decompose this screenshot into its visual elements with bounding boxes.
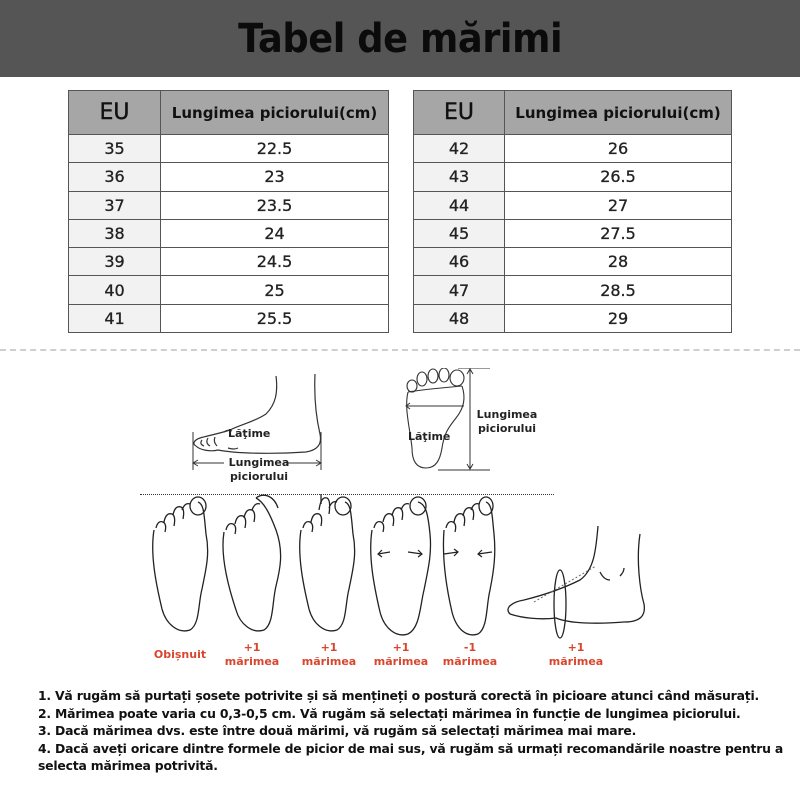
note-2: 2. Mărimea poate varia cu 0,3-0,5 cm. Vă rugăm să selectați mărimea în funcție de lungimea piciorului. — [38, 705, 741, 721]
foot-shape-label-line2: mărimea — [548, 655, 604, 668]
page-title: Tabel de mărimi — [237, 15, 563, 62]
foot-shape-label-high-instep — [544, 641, 608, 669]
table-row — [69, 304, 389, 332]
foot-length-cell: 27 — [505, 191, 732, 219]
foot-shape-label-line1: +1 — [567, 641, 585, 654]
foot-shape-label-line2: mărimea — [301, 655, 357, 668]
foot-shape-high-instep-icon — [500, 520, 650, 640]
table-row — [69, 163, 389, 191]
foot-length-cell: 24.5 — [161, 248, 389, 276]
foot-length-cell: 25.5 — [161, 304, 389, 332]
table-row — [69, 276, 389, 304]
foot-length-cell: 25 — [161, 276, 389, 304]
foot-length-cell: 23.5 — [161, 191, 389, 219]
eu-size-cell: 37 — [69, 191, 161, 219]
table-header-row — [414, 91, 732, 135]
eu-size-cell: 46 — [414, 248, 505, 276]
eu-size-cell: 44 — [414, 191, 505, 219]
foot-shape-label-long-toe — [297, 641, 361, 669]
note-3: 3. Dacă mărimea dvs. este între două mărimi, vă rugăm să selectați mărimea mai mare. — [38, 723, 637, 738]
eu-size-cell: 45 — [414, 219, 505, 247]
table-row — [69, 219, 389, 247]
sole-view-length-label-line1: Lungimea — [476, 408, 538, 421]
side-view-width-label: Lăţime — [228, 427, 271, 440]
size-table-left — [68, 90, 389, 333]
foot-length-cell: 29 — [505, 304, 732, 332]
table-header-row — [69, 91, 389, 135]
foot-shape-narrow-icon — [438, 494, 504, 638]
foot-shape-label-line2: mărimea — [373, 655, 429, 668]
foot-shape-normal-icon — [148, 494, 214, 634]
foot-shape-label-line1: +1 — [320, 641, 338, 654]
table-row — [414, 191, 732, 219]
note-1: 1. Vă rugăm să purtați șosete potrivite și să mențineți o postură corectă în picioare atunci când măsurați. — [38, 688, 760, 703]
size-table-right — [413, 90, 732, 333]
foot-length-cell: 23 — [161, 163, 389, 191]
column-header-length: Lungimea piciorului(cm) — [505, 91, 732, 135]
foot-length-cell: 26.5 — [505, 163, 732, 191]
table-row — [414, 276, 732, 304]
foot-length-cell: 24 — [161, 219, 389, 247]
eu-size-cell: 48 — [414, 304, 505, 332]
foot-shape-label-line1: +1 — [392, 641, 410, 654]
foot-shape-label-line1: -1 — [463, 641, 477, 654]
foot-shape-label-narrow — [438, 641, 502, 669]
title-bar — [0, 0, 800, 77]
foot-shape-wide-icon — [368, 494, 434, 638]
eu-size-cell: 41 — [69, 304, 161, 332]
table-row — [414, 135, 732, 163]
sole-view-length-label-line2: piciorului — [477, 422, 537, 435]
foot-shape-label-line2: mărimea — [224, 655, 280, 668]
foot-shape-label-line1: +1 — [243, 641, 261, 654]
foot-shape-label-bunion — [220, 641, 284, 669]
foot-shape-label-normal — [148, 648, 212, 662]
eu-size-cell: 47 — [414, 276, 505, 304]
table-row — [69, 191, 389, 219]
section-divider — [0, 349, 800, 351]
note-4: 4. Dacă aveți oricare dintre formele de picior de mai sus, vă rugăm să urmați recomandările noastre pentru a selecta mărimea potrivită. — [38, 740, 784, 773]
foot-shape-label-line1: Obișnuit — [153, 648, 207, 661]
table-row — [69, 248, 389, 276]
eu-size-cell: 40 — [69, 276, 161, 304]
eu-size-cell: 39 — [69, 248, 161, 276]
side-view-length-label — [222, 456, 296, 484]
column-header-length: Lungimea piciorului(cm) — [161, 91, 389, 135]
table-row — [414, 304, 732, 332]
table-row — [69, 135, 389, 163]
eu-size-cell: 38 — [69, 219, 161, 247]
measurement-notes — [38, 687, 788, 775]
eu-size-cell: 36 — [69, 163, 161, 191]
table-row — [414, 248, 732, 276]
eu-size-cell: 35 — [69, 135, 161, 163]
sole-view-width-label: Lăţime — [408, 430, 451, 443]
column-header-eu: EU — [414, 91, 505, 135]
foot-length-cell: 28 — [505, 248, 732, 276]
foot-length-cell: 28.5 — [505, 276, 732, 304]
eu-size-cell: 42 — [414, 135, 505, 163]
column-header-eu: EU — [69, 91, 161, 135]
foot-shape-label-line2: mărimea — [442, 655, 498, 668]
eu-size-cell: 43 — [414, 163, 505, 191]
foot-length-cell: 22.5 — [161, 135, 389, 163]
sole-view-length-label — [474, 408, 540, 436]
foot-shape-bunion-icon — [220, 490, 286, 634]
foot-shape-label-wide — [369, 641, 433, 669]
side-view-length-label-line2: piciorului — [229, 470, 289, 483]
foot-length-cell: 27.5 — [505, 219, 732, 247]
table-row — [414, 163, 732, 191]
side-view-length-label-line1: Lungimea — [228, 456, 290, 469]
table-row — [414, 219, 732, 247]
foot-shape-long-toe-icon — [295, 494, 361, 634]
foot-length-cell: 26 — [505, 135, 732, 163]
